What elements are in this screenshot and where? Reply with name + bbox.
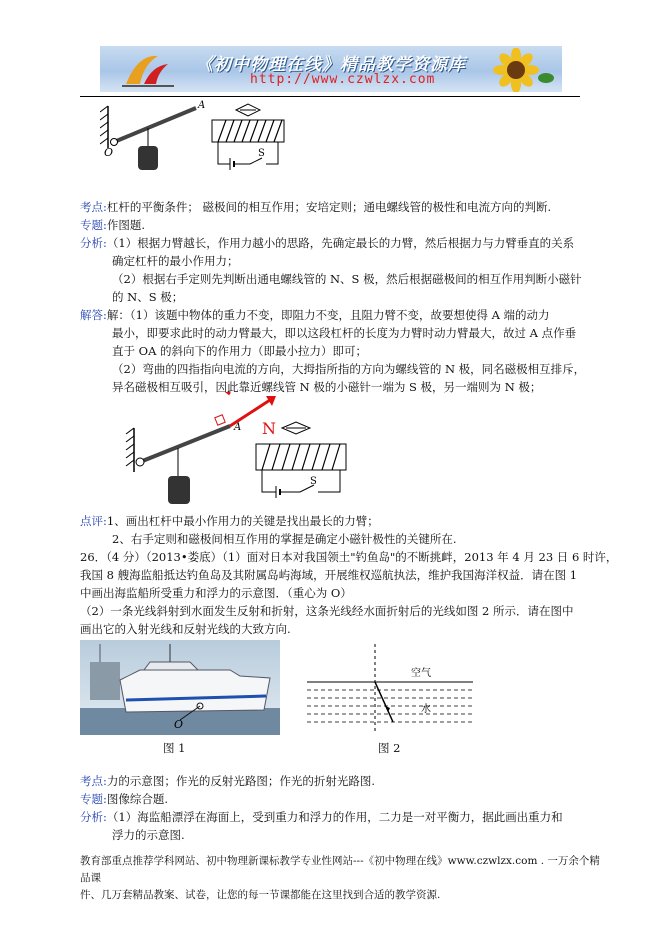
jieda-line: 解：（1）该题中物体的重力不变，即阻力不变，且阻力臂不变，故要想使得 A 端的动力 bbox=[106, 308, 550, 322]
compass-needle-icon bbox=[282, 422, 310, 434]
dianping-line: 1、画出杠杆中最小作用力的关键是找出最长的力臂； bbox=[106, 514, 379, 528]
fenxi-line: 的 N、S 极； bbox=[112, 290, 184, 304]
dianping-row bbox=[80, 512, 379, 530]
banner-url[interactable]: http://www.czwlzx.com bbox=[250, 72, 436, 87]
figure2-caption: 图 2 bbox=[378, 741, 401, 755]
zhuanti-text: 图像综合题. bbox=[106, 792, 169, 806]
north-pole-label: N bbox=[262, 419, 276, 438]
question-line: 我国 8 艘海监船抵达钓鱼岛及其附属岛屿海域，开展维权巡航执法，维护我国海洋权益．请在图 1 bbox=[80, 568, 578, 582]
page-footer bbox=[80, 853, 600, 904]
header-banner bbox=[100, 46, 562, 92]
compass-needle-icon bbox=[236, 104, 260, 116]
kaodian-label: 考点: bbox=[80, 200, 107, 214]
fenxi-label: 分析: bbox=[80, 236, 107, 250]
kaodian-text: 力的示意图；作光的反射光路图；作光的折射光路图. bbox=[106, 774, 376, 788]
fenxi-line: （1）根据力臂越长，作用力越小的思路，先确定最长的力臂，然后根据力与力臂垂直的关系 bbox=[106, 236, 575, 250]
answer-figure bbox=[120, 392, 360, 510]
question-line: 26．（4 分）（2013•娄底）（1）面对日本对我国领土"钓鱼岛"的不断挑衅，2013 年 4 月 23 日 6 时许， bbox=[80, 550, 618, 564]
kaodian-label: 考点: bbox=[80, 774, 107, 788]
fenxi-line: （1）海监船漂浮在海面上，受到重力和浮力的作用，二力是一对平衡力，据此画出重力和 bbox=[106, 810, 563, 824]
switch-label-s: S bbox=[310, 476, 317, 487]
ship-photo bbox=[80, 640, 280, 735]
switch-label-s: S bbox=[258, 148, 265, 159]
zhuanti-text: 作图题. bbox=[106, 218, 146, 232]
question-line: 画出它的入射光线和反射光线的大致方向. bbox=[80, 622, 291, 636]
fenxi-line: 浮力的示意图. bbox=[112, 828, 185, 842]
jieda-line: （2）弯曲的四指指向电流的方向，大拇指所指的方向为螺线管的 N 极，同名磁极相互排斥， bbox=[112, 362, 586, 376]
footer-line: 教育部重点推荐学科网站、初中物理新课标教学专业性网站---《初中物理在线》www.czwlzx.com . 一万余个精品课 bbox=[80, 855, 600, 884]
jieda-line: 最小，即要求此时的动力臂最大，即以这段杠杆的长度为力臂时动力臂最大，故过 A 点作垂 bbox=[112, 326, 577, 340]
zhuanti-row-2 bbox=[80, 790, 168, 808]
question-line: 中画出海监船所受重力和浮力的示意图．（重心为 O） bbox=[80, 586, 352, 600]
sunflower-icon bbox=[486, 48, 556, 92]
air-label: 空气 bbox=[411, 668, 431, 679]
lever-solenoid-figure bbox=[100, 98, 330, 183]
fenxi-row-2 bbox=[80, 808, 563, 826]
zhuanti-row-1 bbox=[80, 216, 145, 234]
dianping-label: 点评: bbox=[80, 514, 107, 528]
banner-title: 《初中物理在线》精品教学资源库 bbox=[196, 55, 466, 75]
point-label-a: A bbox=[198, 100, 206, 111]
dianping-line: 2、右手定则和磁极间相互作用的掌握是确定小磁针极性的关键所在. bbox=[112, 532, 457, 546]
fenxi-label: 分析: bbox=[80, 810, 107, 824]
zhuanti-label: 专题: bbox=[80, 792, 107, 806]
kaodian-text: 杠杆的平衡条件； 磁极间的相互作用；安培定则；通电螺线管的极性和电流方向的判断. bbox=[106, 200, 552, 214]
jieda-line: 异名磁极相互吸引，因此靠近螺线管 N 极的小磁针一端为 S 极，另一端则为 N 极； bbox=[112, 380, 542, 394]
kaodian-row-2 bbox=[80, 772, 375, 790]
fenxi-line: 确定杠杆的最小作用力； bbox=[112, 254, 239, 268]
jieda-label: 解答: bbox=[80, 308, 107, 322]
zhuanti-label: 专题: bbox=[80, 218, 107, 232]
water-label: 水 bbox=[421, 704, 431, 715]
figure1-caption: 图 1 bbox=[163, 741, 186, 755]
kaodian-row-1 bbox=[80, 198, 551, 216]
center-label-o: O bbox=[174, 718, 184, 731]
footer-line: 件、几万套精品教案、试卷，让您的每一节课都能在这里找到合适的教学资源. bbox=[80, 889, 441, 901]
fenxi-row-1 bbox=[80, 234, 574, 252]
header-rule bbox=[80, 96, 580, 97]
point-label-a: A bbox=[234, 422, 242, 433]
jieda-line: 直于 OA 的斜向下的作用力（即最小拉力）即可； bbox=[112, 344, 368, 358]
question-line: （2）一条光线斜射到水面发生反射和折射，这条光线经水面折射后的光线如图 2 所示．请在图中 bbox=[80, 604, 574, 618]
pivot-label-o: O bbox=[104, 146, 114, 159]
jieda-row bbox=[80, 306, 550, 324]
site-logo-icon bbox=[118, 50, 178, 90]
fenxi-line: （2）根据右手定则先判断出通电螺线管的 N、S 极，然后根据磁极间的相互作用判断小磁针 bbox=[112, 272, 582, 286]
refraction-diagram bbox=[305, 640, 475, 735]
